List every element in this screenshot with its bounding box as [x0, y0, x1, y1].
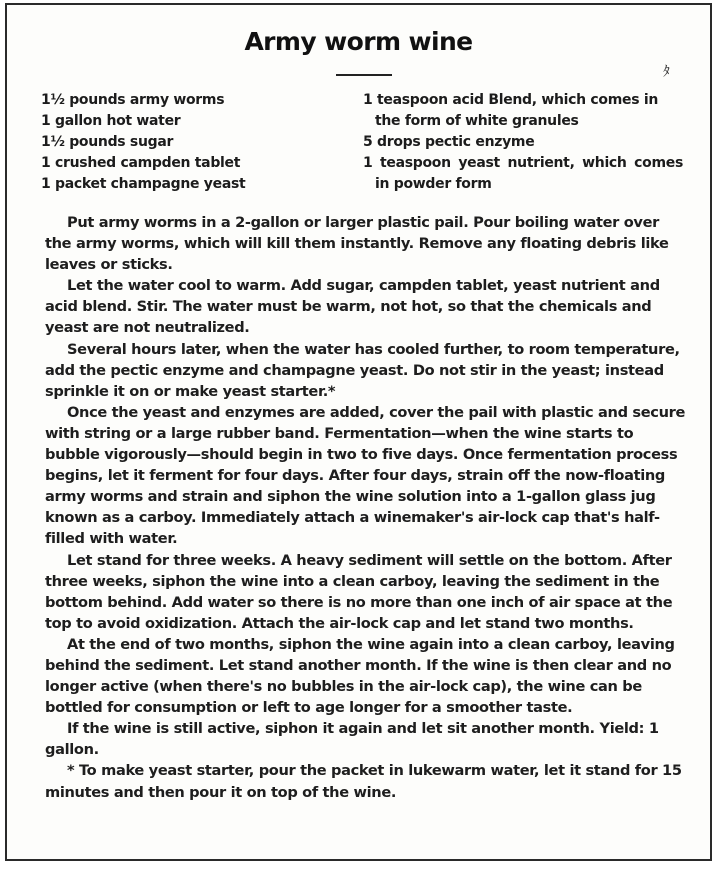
newspaper-clipping — [5, 3, 712, 861]
instruction-paragraph: Once the yeast and enzymes are added, cover the pail with plastic and secure with string or a large rubber band. Fermentation—when the wine starts to bubble vigorously—should begin in two to five days. Once fermentation process begins, let it ferment for four days. After four days, strain off the now-floating army worms and strain and siphon the wine solution into a 1-gallon glass jug known as a carboy. Immediately attach a winemaker's air-lock cap that's half-filled with water. — [45, 403, 686, 548]
ingredient-item: 1 crushed campden tablet — [41, 155, 241, 171]
recipe-title: Army worm wine — [244, 27, 473, 56]
ingredient-item: 1½ pounds army worms — [41, 92, 225, 108]
instruction-paragraph: Let stand for three weeks. A heavy sediment will settle on the bottom. After three weeks, siphon the wine into a clean carboy, leaving the sediment in the bottom behind. Add water so there is no more than one inch of air space at the top to avoid oxidization. Attach the air-lock cap and let stand two months. — [45, 551, 673, 632]
ingredient-item: 1 teaspoon acid Blend, which comes in the form of white granules — [363, 92, 658, 129]
footnote: * To make yeast starter, pour the packet in lukewarm water, let it stand for 15 minutes and then pour it on top of the wine. — [45, 762, 682, 801]
ingredient-item: 1 packet champagne yeast — [41, 176, 246, 192]
ingredients-left-column — [41, 90, 341, 195]
recipe-instructions — [45, 212, 689, 803]
instruction-paragraph: Let the water cool to warm. Add sugar, campden tablet, yeast nutrient and acid blend. Stir. The water must be warm, not hot, so that the chemicals and yeast are not neutralized. — [45, 277, 660, 337]
ingredient-item: 5 drops pectic enzyme — [363, 134, 535, 150]
margin-mark: ﾀ — [663, 64, 670, 80]
instruction-paragraph: At the end of two months, siphon the wine again into a clean carboy, leaving behind the sediment. Let stand another month. If the wine is then clear and no longer active (when there's no bubbles in the air-lock cap), the wine can be bottled for consumption or left to age longer for a smoother taste. — [45, 635, 675, 717]
ingredient-item: 1½ pounds sugar — [41, 134, 174, 150]
title-divider — [336, 74, 392, 76]
ingredient-item: 1 teaspoon yeast nutrient, which comes in powder form — [363, 155, 683, 192]
instruction-paragraph: Several hours later, when the water has cooled further, to room temperature, add the pectic enzyme and champagne yeast. Do not stir in the yeast; instead sprinkle it on or make yeast starter.* — [45, 340, 680, 400]
ingredient-item: 1 gallon hot water — [41, 113, 181, 129]
instruction-paragraph: If the wine is still active, siphon it again and let sit another month. Yield: 1 gallon. — [45, 720, 659, 759]
instruction-paragraph: Put army worms in a 2-gallon or larger plastic pail. Pour boiling water over the army worms, which will kill them instantly. Remove any floating debris like leaves or sticks. — [45, 214, 669, 274]
ingredients-right-column — [363, 90, 683, 195]
